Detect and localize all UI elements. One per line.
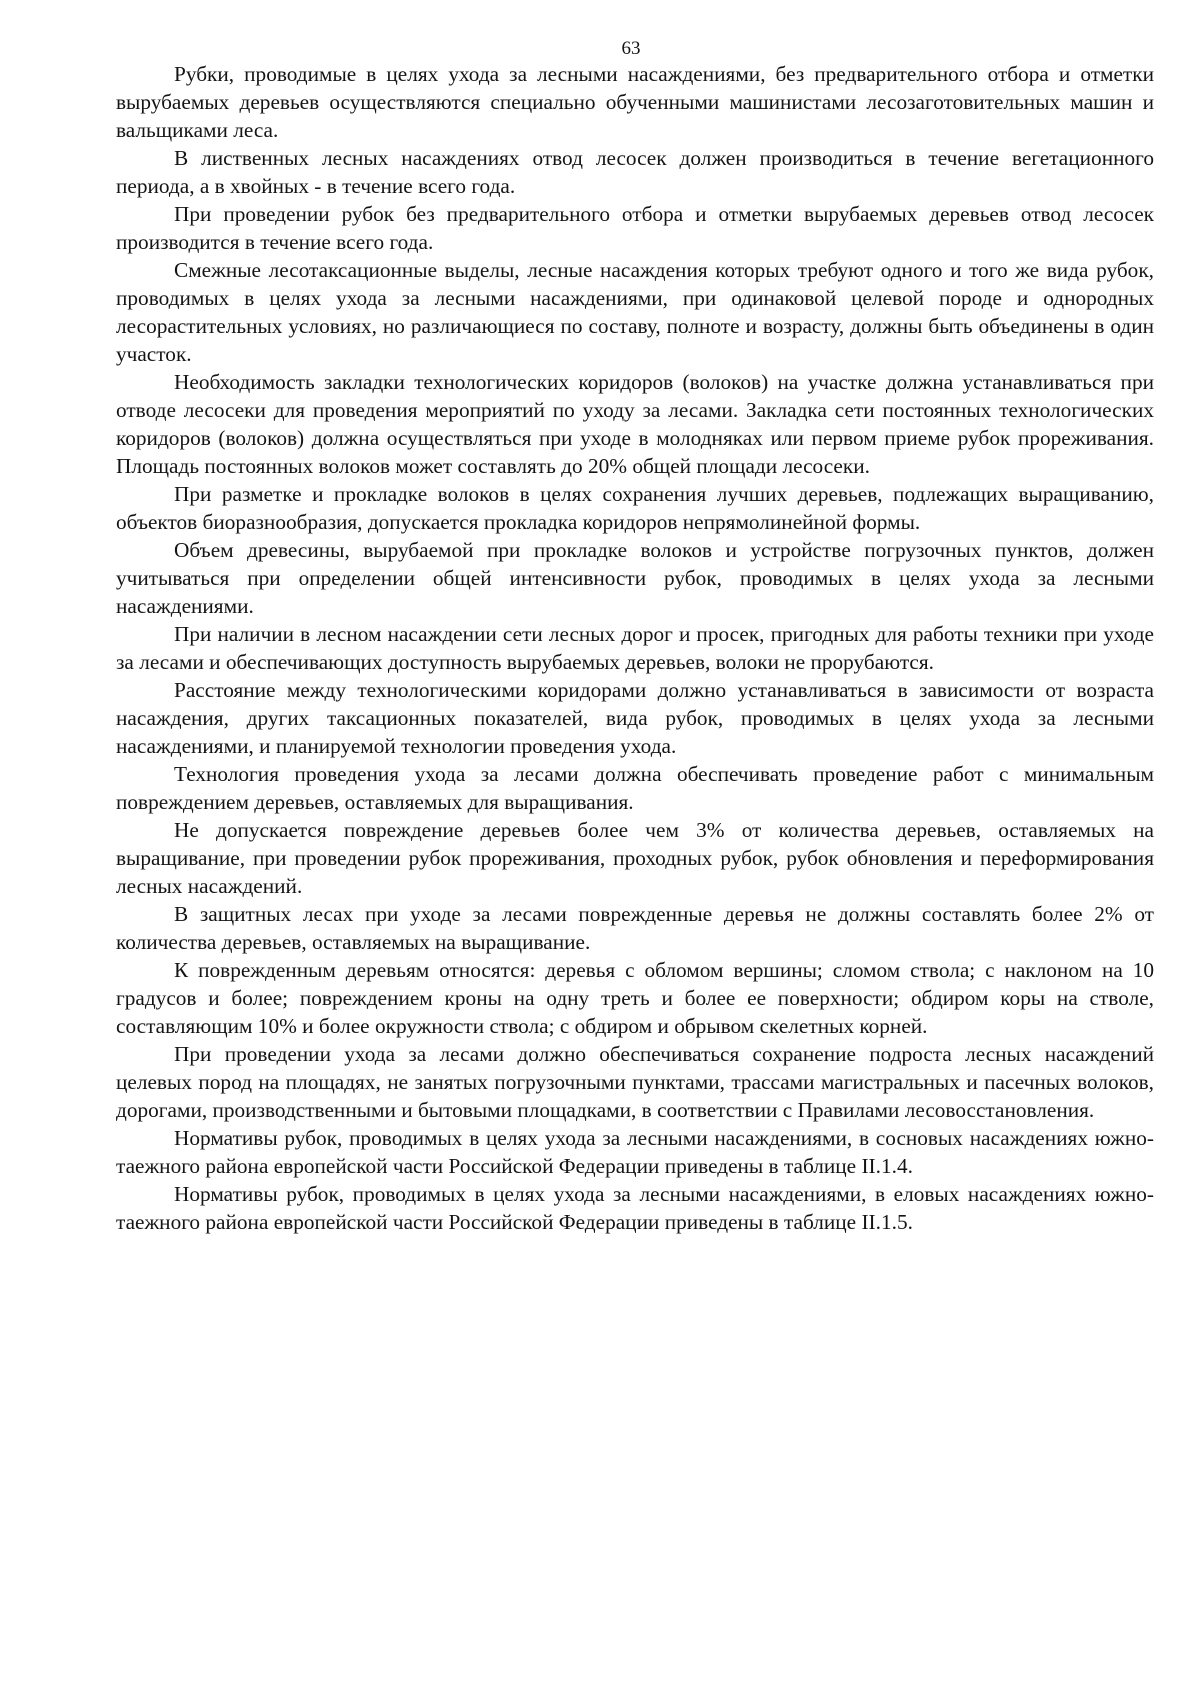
paragraph: Нормативы рубок, проводимых в целях ухода за лесными насаждениями, в сосновых насаждениях южно-таежного района европейской части Российской Федерации приведены в таблице II.1.4. [116, 1126, 1154, 1178]
page-number: 63 [621, 38, 641, 59]
paragraph: Технология проведения ухода за лесами должна обеспечивать проведение работ с минимальным повреждением деревьев, оставляемых для выращивания. [116, 762, 1154, 814]
paragraph: При наличии в лесном насаждении сети лесных дорог и просек, пригодных для работы техники при уходе за лесами и обеспечивающих доступность вырубаемых деревьев, волоки не прорубаются. [116, 622, 1154, 674]
paragraph: К поврежденным деревьям относятся: деревья с обломом вершины; сломом ствола; с наклоном на 10 градусов и более; повреждением кроны на одну треть и более ее поверхности; обдиром коры на стволе, составляющим 10% и более окружности ствола; с обдиром и обрывом скелетных корней. [116, 958, 1154, 1038]
paragraph: Нормативы рубок, проводимых в целях ухода за лесными насаждениями, в еловых насаждениях южно-таежного района европейской части Российской Федерации приведены в таблице II.1.5. [116, 1182, 1154, 1234]
paragraph: При проведении рубок без предварительного отбора и отметки вырубаемых деревьев отвод лесосек производится в течение всего года. [116, 202, 1154, 254]
paragraph: Рубки, проводимые в целях ухода за лесными насаждениями, без предварительного отбора и отметки вырубаемых деревьев осуществляются специально обученными машинистами лесозаготовительных машин и вальщиками леса. [116, 62, 1154, 142]
paragraph: При проведении ухода за лесами должно обеспечиваться сохранение подроста лесных насаждений целевых пород на площадях, не занятых погрузочными пунктами, трассами магистральных и пасечных волоков, дорогами, производственными и бытовыми площадками, в соответствии с Правилами лесовосстановления. [116, 1042, 1154, 1122]
paragraph: Необходимость закладки технологических коридоров (волоков) на участке должна устанавливаться при отводе лесосеки для проведения мероприятий по уходу за лесами. Закладка сети постоянных технологических коридоров (волоков) должна осуществляться при уходе в молодняках или первом приеме рубок прореживания. Площадь постоянных волоков может составлять до 20% общей площади лесосеки. [116, 370, 1154, 478]
paragraph: Объем древесины, вырубаемой при прокладке волоков и устройстве погрузочных пунктов, должен учитываться при определении общей интенсивности рубок, проводимых в целях ухода за лесными насаждениями. [116, 538, 1154, 618]
paragraph: При разметке и прокладке волоков в целях сохранения лучших деревьев, подлежащих выращиванию, объектов биоразнообразия, допускается прокладка коридоров непрямолинейной формы. [116, 482, 1154, 534]
document-body [116, 60, 1154, 1236]
paragraph: Смежные лесотаксационные выделы, лесные насаждения которых требуют одного и того же вида рубок, проводимых в целях ухода за лесными насаждениями, при одинаковой целевой породе и однородных лесорастительных условиях, но различающиеся по составу, полноте и возрасту, должны быть объединены в один участок. [116, 258, 1154, 366]
paragraph: Расстояние между технологическими коридорами должно устанавливаться в зависимости от возраста насаждения, других таксационных показателей, вида рубок, проводимых в целях ухода за лесными насаждениями, и планируемой технологии проведения ухода. [116, 678, 1154, 758]
paragraph: В лиственных лесных насаждениях отвод лесосек должен производиться в течение вегетационного периода, а в хвойных - в течение всего года. [116, 146, 1154, 198]
paragraph: Не допускается повреждение деревьев более чем 3% от количества деревьев, оставляемых на выращивание, при проведении рубок прореживания, проходных рубок, рубок обновления и переформирования лесных насаждений. [116, 818, 1154, 898]
paragraph: В защитных лесах при уходе за лесами поврежденные деревья не должны составлять более 2% от количества деревьев, оставляемых на выращивание. [116, 902, 1154, 954]
